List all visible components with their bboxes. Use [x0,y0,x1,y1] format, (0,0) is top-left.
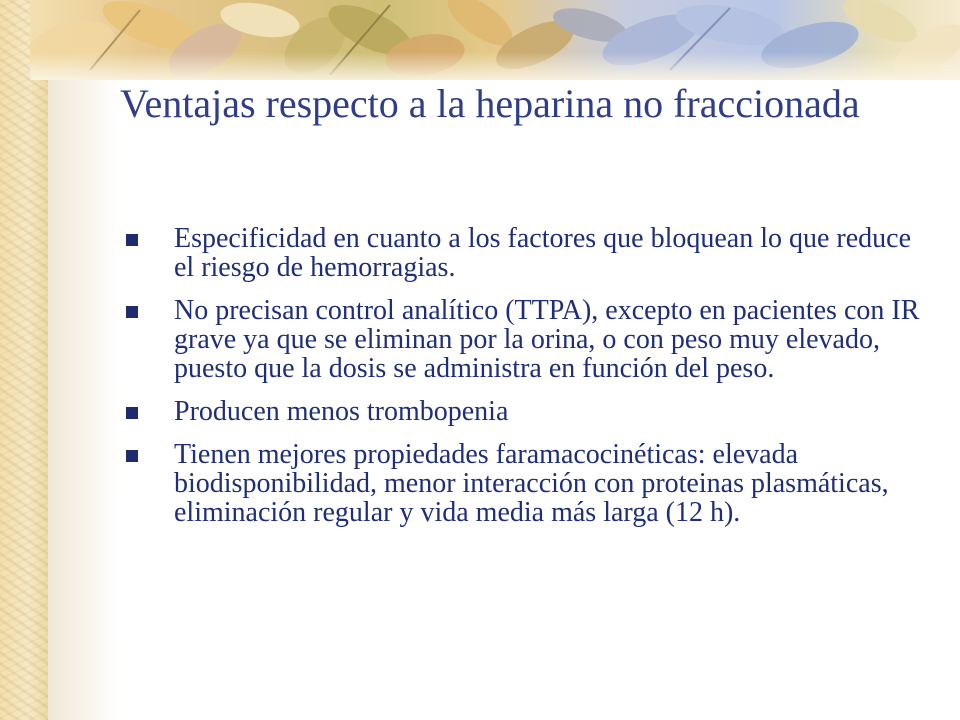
bullet-item [124,397,924,426]
bullet-item [124,296,924,383]
square-bullet-icon [126,234,138,246]
square-bullet-icon [126,306,138,318]
bullet-text: Tienen mejores propiedades faramacocinéticas: elevada biodisponibilidad, menor interacción con proteinas plasmáticas, eliminación regular y vida media más larga (12 h). [174,439,889,528]
sheet-edge-shadow [48,78,120,720]
left-parchment-strip [0,0,48,720]
bullet-text: Especificidad en cuanto a los factores que bloquean lo que reduce el riesgo de hemorragias. [174,223,912,283]
banner-fade [30,52,960,80]
bullet-item [124,440,924,527]
square-bullet-icon [126,407,138,419]
square-bullet-icon [126,450,138,462]
bullet-item [124,224,924,282]
bullet-text: Producen menos trombopenia [174,396,509,427]
decorative-banner [30,0,960,80]
bullet-text: No precisan control analítico (TTPA), excepto en pacientes con IR grave ya que se eliminan por la orina, o con peso muy elevado, puesto que la dosis se administra en función del peso. [174,295,920,384]
slide-title: Ventajas respecto a la heparina no fraccionada [120,81,860,126]
bullet-list [124,224,924,541]
